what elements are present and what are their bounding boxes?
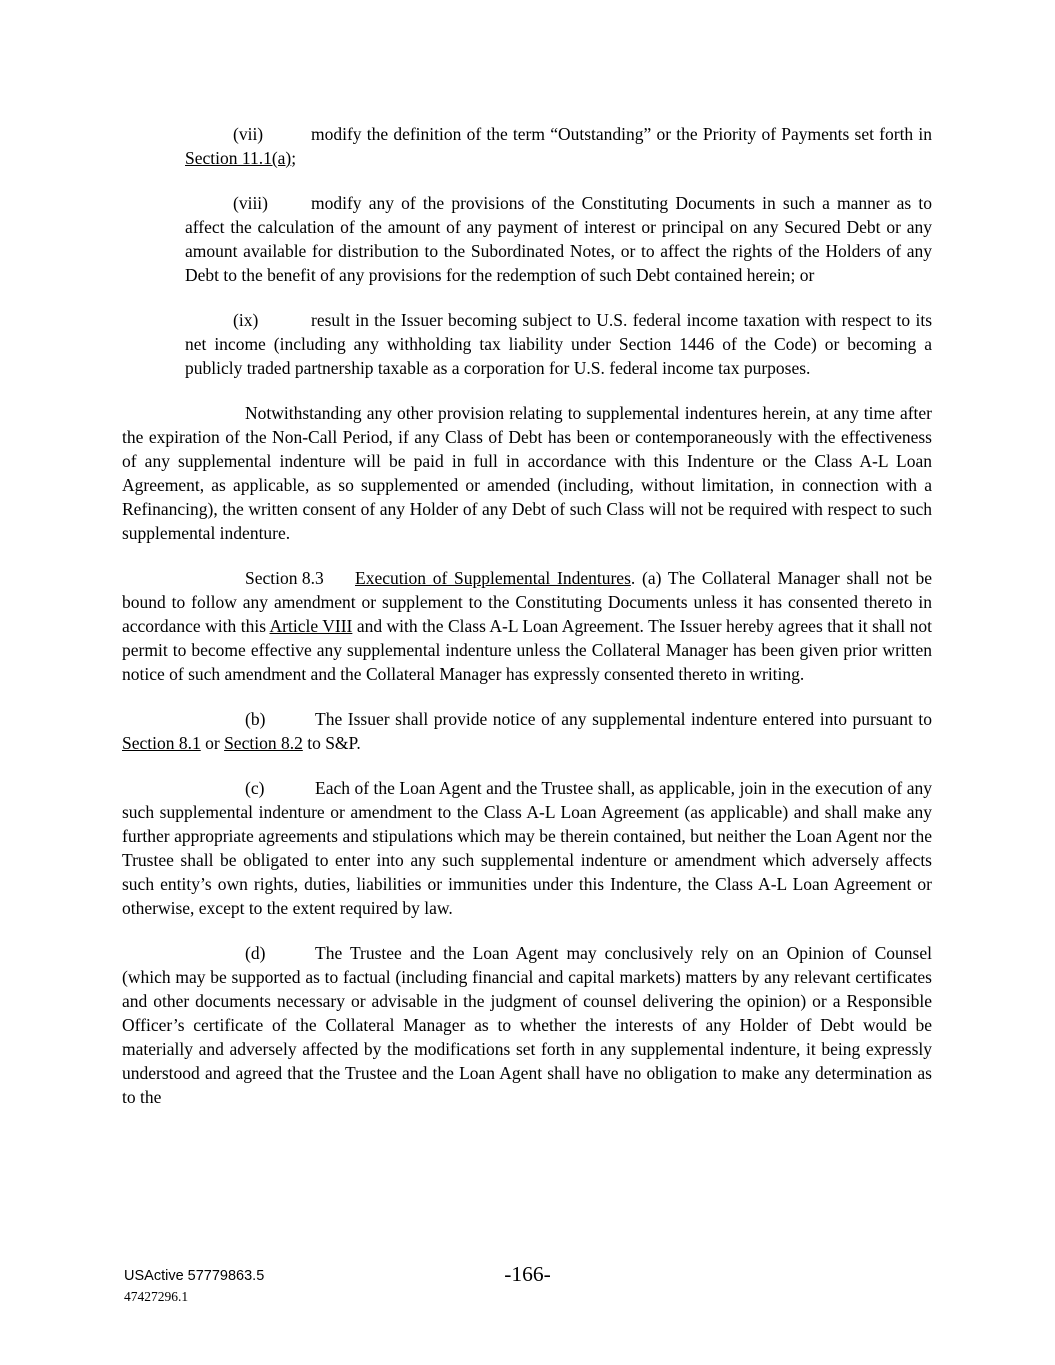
clause-text: modify the definition of the term “Outstanding” or the Priority of Payments set forth in xyxy=(311,124,932,144)
clause-text: modify any of the provisions of the Constituting Documents in such a manner as to affect the calculation of the amount of any payment of interest or principal on any Secured Debt or any amount available for distribution to the Subordinated Notes, or to affect the rights of the Holders of any Debt to the benefit of any provisions for the redemption of such Debt contained herein; or xyxy=(185,193,932,285)
clause-number: (ix) xyxy=(233,310,259,330)
paragraph-section-8-3 xyxy=(122,566,932,686)
paragraph-text: Each of the Loan Agent and the Trustee shall, as applicable, join in the execution of any such supplemental indenture or amendment to the Class A-L Loan Agreement (as applicable) and shall make any further appropriate agreements and stipulations which may be therein contained, but neither the Loan Agent nor the Trustee shall be obligated to enter into any such supplemental indenture or amendment which adversely affects such entity’s own rights, duties, liabilities or immunities under this Indenture, the Class A-L Loan Agreement or otherwise, except to the extent required by law. xyxy=(122,778,932,918)
paragraph-text-mid: or xyxy=(200,733,225,753)
section-number: Section 8.3 xyxy=(245,568,324,588)
clause-number: (vii) xyxy=(233,124,264,144)
paragraph-notwithstanding xyxy=(122,401,932,545)
clause-vii xyxy=(185,122,932,170)
paragraph-label: (c) xyxy=(245,778,265,798)
paragraph-text-end: to S&P. xyxy=(302,733,361,753)
footer-doc-number: USActive 57779863.5 xyxy=(124,1268,265,1284)
paragraph-text: . (a) The Collateral Manager shall not be bound to follow any amendment or supplement to the Constituting Documents unless it has consented thereto in accordance with this xyxy=(122,568,932,636)
clause-text: result in the Issuer becoming subject to U.S. federal income taxation with respect to its net income (including any withholding tax liability under Section 1446 of the Code) or becoming a publicly traded partnership taxable as a corporation for U.S. federal income tax purposes. xyxy=(185,310,932,378)
paragraph-label: (d) xyxy=(245,943,266,963)
clause-ix xyxy=(185,308,932,380)
section-heading: Execution of Supplemental Indentures xyxy=(355,568,631,588)
clause-viii xyxy=(185,191,932,287)
page-number: -166- xyxy=(504,1262,551,1286)
paragraph-b xyxy=(122,707,932,755)
paragraph-text: The Trustee and the Loan Agent may conclusively rely on an Opinion of Counsel (which may be supported as to factual (including financial and capital markets) matters by any relevant certificates and other documents necessary or advisable in the judgment of counsel delivering the opinion) or a Responsible Officer’s certificate of the Collateral Manager as to whether the interests of any Holder of Debt would be materially and adversely affected by the modifications set forth in any supplemental indenture, it being expressly understood and agreed that the Trustee and the Loan Agent shall have no obligation to make any determination as to the xyxy=(122,943,932,1107)
paragraph-c xyxy=(122,776,932,920)
document-body xyxy=(122,122,932,1109)
paragraph-text: Notwithstanding any other provision relating to supplemental indentures herein, at any time after the expiration of the Non-Call Period, if any Class of Debt has been or contemporaneously with the effectiveness of any supplemental indenture will be paid in full in accordance with this Indenture or the Class A-L Loan Agreement, as applicable, as so supplemented or amended (including, without limitation, in connection with a Refinancing), the written consent of any Holder of any Debt of such Class will not be required with respect to such supplemental indenture. xyxy=(122,403,932,543)
paragraph-label: (b) xyxy=(245,709,266,729)
cross-reference-section-8-1: Section 8.1 xyxy=(122,733,201,753)
cross-reference-article-viii: Article VIII xyxy=(269,616,353,636)
paragraph-text: The Issuer shall provide notice of any supplemental indenture entered into pursuant to xyxy=(315,709,932,729)
paragraph-text-end: and with the Class A-L Loan Agreement. The Issuer hereby agrees that it shall not permit to become effective any supplemental indenture unless the Collateral Manager has been given prior written notice of such amendment and the Collateral Manager has expressly consented thereto in writing. xyxy=(122,616,932,684)
clause-text-end: ; xyxy=(291,148,297,168)
cross-reference-section-11-1a: Section 11.1(a) xyxy=(185,148,292,168)
footer-file-number: 47427296.1 xyxy=(124,1289,189,1304)
paragraph-d xyxy=(122,941,932,1109)
cross-reference-section-8-2: Section 8.2 xyxy=(224,733,303,753)
clause-number: (viii) xyxy=(233,193,268,213)
